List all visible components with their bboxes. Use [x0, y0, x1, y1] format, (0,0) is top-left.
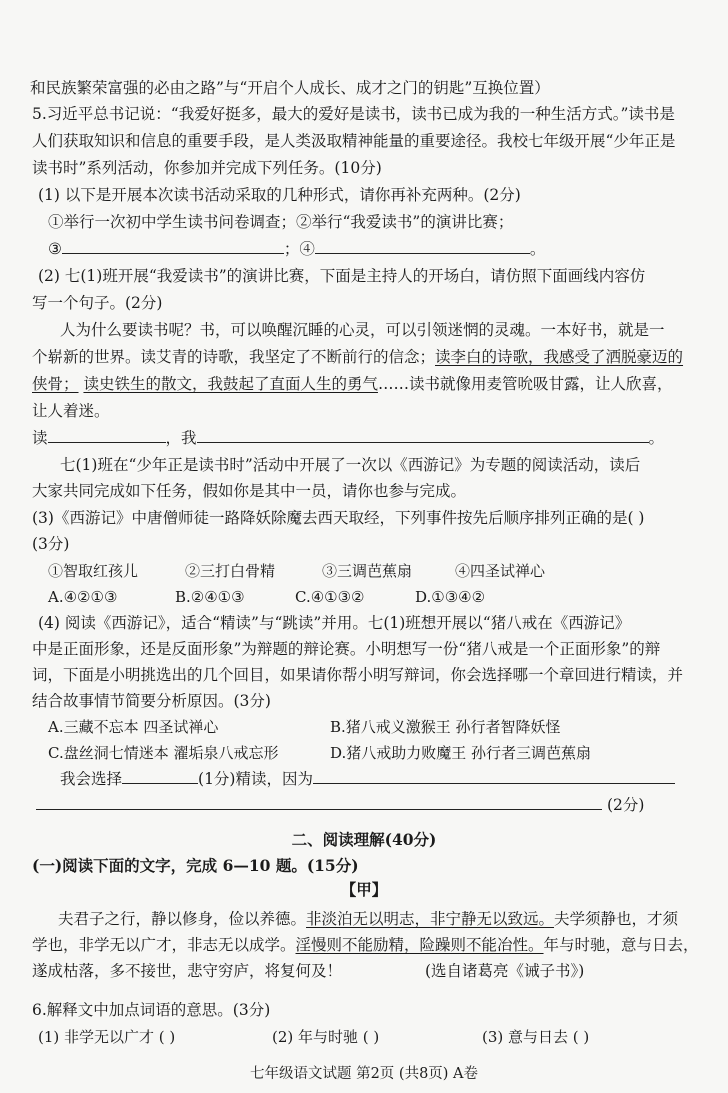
- me-label: ，我: [165, 429, 197, 447]
- sub-question-3-line-1: (3)《西游记》中唐僧师徒一路降妖除魔去西天取经，下列事件按先后顺序排列正确的是( ): [32, 509, 645, 527]
- chapter-option-c: C.盘丝洞七情迷本 濯垢泉八戒忘形: [48, 744, 279, 762]
- reason-blank-1[interactable]: [313, 769, 675, 784]
- q6-item-1[interactable]: (1) 非学无以广才 ( ): [38, 1028, 176, 1046]
- choice-a[interactable]: A.④②①③: [48, 588, 118, 606]
- question-5-line-2: 人们获取知识和信息的重要手段，是人类汲取精神能量的重要途径。我校七年级开展“少年正是: [32, 132, 676, 150]
- choose-label: 我会选择: [60, 770, 123, 788]
- event-3: ③三调芭蕉扇: [322, 562, 413, 580]
- passage-line-1: 人为什么要读书呢？书，可以唤醒沉睡的心灵，可以引领迷惘的灵魂。一本好书，就是一: [60, 321, 665, 339]
- page-footer: 七年级语文试题 第2页 (共8页) A卷: [249, 1066, 479, 1082]
- event-4: ④四圣试禅心: [455, 562, 546, 580]
- passage-line-4: 让人着迷。: [32, 402, 110, 420]
- choice-d[interactable]: D.①③④②: [415, 588, 486, 606]
- sub-question-4-line-4: 结合故事情节简要分析原因。(3分): [32, 692, 271, 710]
- imitation-blank-2[interactable]: [197, 428, 649, 443]
- reason-blank-2[interactable]: [36, 795, 602, 810]
- choice-c[interactable]: C.④①③②: [295, 588, 365, 606]
- chapter-option-d: D.猪八戒助力败魔王 孙行者三调芭蕉扇: [330, 744, 592, 762]
- period: 。: [529, 240, 546, 258]
- question-6: 6.解释文中加点词语的意思。(3分): [32, 1001, 271, 1019]
- underlined-sentence: 非淡泊无以明志，非宁静无以致远。: [306, 910, 555, 928]
- answer-blank-4[interactable]: [315, 239, 530, 254]
- reason-label: (1分)精读，因为: [198, 770, 313, 788]
- sub-question-2-line-2: 写一个句子。(2分): [32, 294, 163, 312]
- imitation-blank-1[interactable]: [48, 428, 166, 443]
- read-label: 读: [32, 429, 48, 447]
- sub-question-4-line-2: 中是正面形象，还是反面形象”为辩题的辩论赛。小明想写一份“猪八戒是一个正面形象”的辩: [32, 640, 661, 658]
- section-2-title: 二、阅读理解(40分): [291, 830, 437, 849]
- passage-line-2: [32, 347, 683, 367]
- imitation-blank-line: [32, 428, 664, 448]
- sub-question-2-line-1: (2) 七(1)班开展“我爱读书”的演讲比赛，下面是主持人的开场白，请仿照下面画线内容仿: [38, 267, 646, 285]
- q6-item-3[interactable]: (3) 意与日去 ( ): [482, 1028, 590, 1046]
- classical-text: 夫学须静也，才须: [554, 910, 679, 928]
- passage-text: 个崭新的世界。读艾青的诗歌，我坚定了不断前行的信念；: [32, 348, 436, 366]
- reason-blank-line-2: [36, 795, 644, 815]
- classical-text-line-1: [58, 909, 678, 929]
- chapter-choice-blank[interactable]: [122, 769, 198, 784]
- question-5-line-1: 5.习近平总书记说：“我爱好挺多，最大的爱好是读书，读书已成为我的一种生活方式。”读书是: [32, 105, 675, 123]
- item-4-number: ；④: [283, 240, 315, 258]
- choose-line: [60, 769, 675, 789]
- passage-text: ……读书就像用麦管吮吸甘露，让人欣喜，: [377, 375, 673, 393]
- sub-question-1: (1) 以下是开展本次读书活动采取的几种形式，请你再补充两种。(2分): [38, 186, 521, 204]
- event-2: ②三打白骨精: [185, 562, 276, 580]
- passage-jia-label: 【甲】: [340, 880, 388, 899]
- underlined-sample: 读史铁生的散文，我鼓起了直面人生的勇气: [83, 375, 378, 393]
- period: 。: [648, 429, 665, 447]
- event-1: ①智取红孩儿: [48, 562, 139, 580]
- sub-question-1-blanks: [48, 239, 545, 259]
- choice-b[interactable]: B.②④①③: [175, 588, 245, 606]
- passage-line-3: [32, 374, 672, 394]
- continued-line: 和民族繁荣富强的必由之路”与“开启个人成长、成才之门的钥匙”互换位置）: [30, 79, 550, 97]
- sub-question-4-line-1: (4) 阅读《西游记》，适合“精读”与“跳读”并用。七(1)班想开展以“猪八戒在《西游记》: [38, 614, 631, 632]
- underlined-sentence: 淫慢则不能励精，险躁则不能冶性。: [295, 936, 544, 954]
- classical-text-line-2: [32, 935, 699, 955]
- xiyouji-intro-line-2: 大家共同完成如下任务，假如你是其中一员，请你也参与完成。: [32, 482, 467, 500]
- item-3-number: ③: [48, 240, 62, 258]
- underlined-sample: 侠骨；: [32, 375, 79, 393]
- chapter-option-a: A.三藏不忘本 四圣试禅心: [48, 718, 219, 736]
- xiyouji-intro-line-1: 七(1)班在“少年正是读书时”活动中开展了一次以《西游记》为专题的阅读活动，读后: [60, 456, 641, 474]
- answer-blank-3[interactable]: [62, 239, 284, 254]
- score-label: (2分): [606, 796, 645, 814]
- source-citation: (选自诸葛亮《诫子书》): [425, 962, 585, 980]
- classical-text: 学也，非学无以广才，非志无以成学。: [32, 936, 296, 954]
- sub-question-3-line-2: (3分): [32, 535, 70, 553]
- chapter-option-b: B.猪八戒义激猴王 孙行者智降妖怪: [330, 718, 561, 736]
- sub-question-4-line-3: 词，下面是小明挑选出的几个回目，如果请你帮小明写辩词，你会选择哪一个章回进行精读，并: [32, 666, 684, 684]
- classical-text: 年与时驰，意与日去，: [543, 936, 699, 954]
- reading-part-1-heading: (一)阅读下面的文字，完成 6—10 题。(15分): [32, 856, 359, 875]
- question-5-line-3: 读书时”系列活动，你参加并完成下列任务。(10分): [32, 159, 382, 177]
- q6-item-2[interactable]: (2) 年与时驰 ( ): [272, 1028, 380, 1046]
- classical-text: 夫君子之行，静以修身，俭以养德。: [58, 910, 307, 928]
- sub-question-1-items: ①举行一次初中学生读书问卷调查；②举行“我爱读书”的演讲比赛；: [48, 213, 514, 231]
- classical-text-line-3: 遂成枯落，多不接世，悲守穷庐，将复何及！: [32, 962, 343, 980]
- underlined-sample: 读李白的诗歌，我感受了洒脱豪迈的: [435, 348, 684, 366]
